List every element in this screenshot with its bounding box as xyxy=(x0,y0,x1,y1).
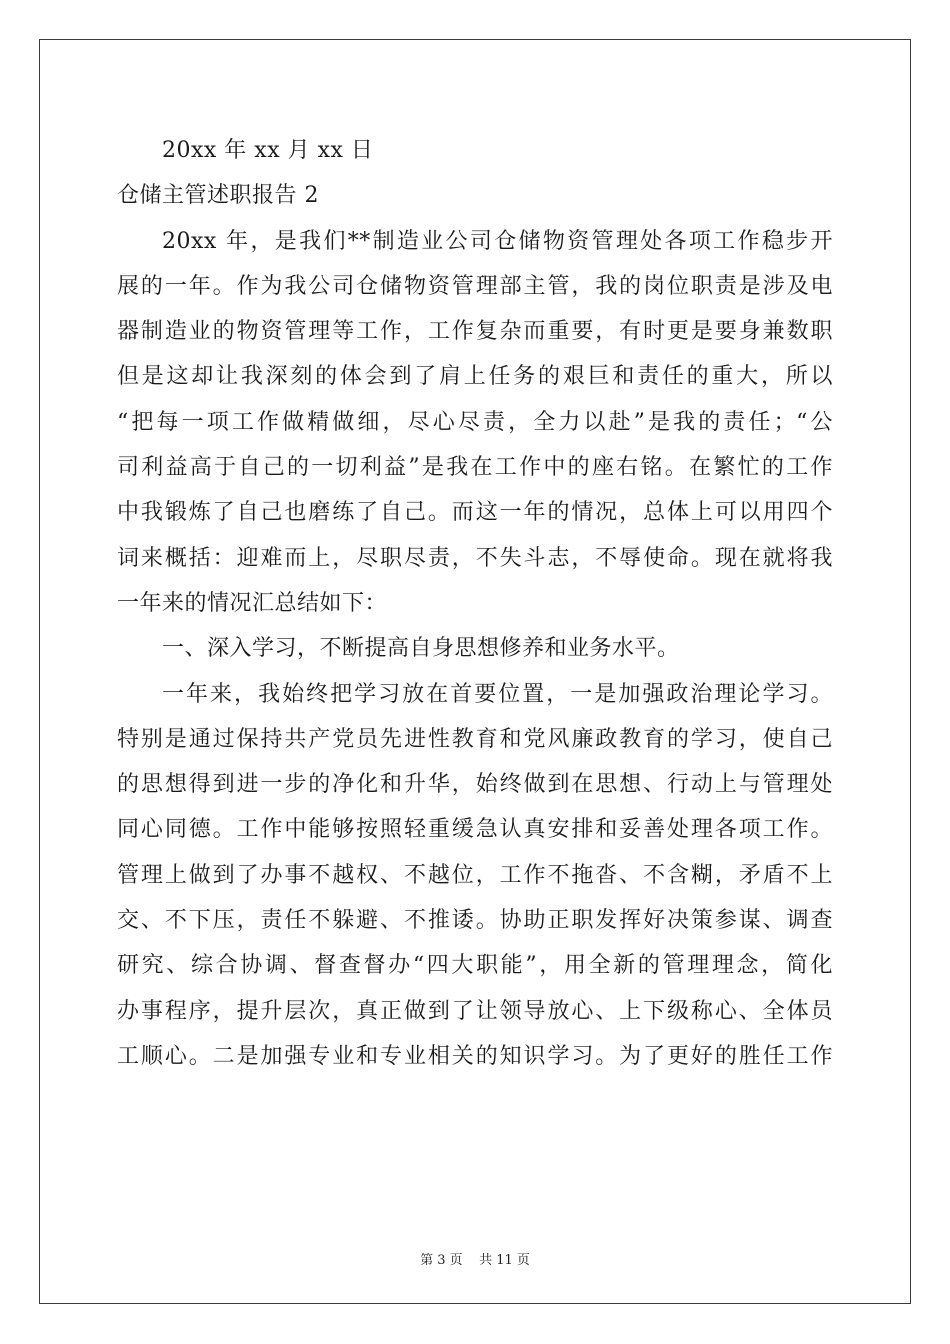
paragraph-line: 一年来，我始终把学习放在首要位置，一是加强政治理论学习。 xyxy=(162,681,833,707)
paragraph-line: 一年来的情况汇总结如下： xyxy=(117,590,388,616)
paragraph-line: 办事程序，提升层次，真正做到了让领导放心、上下级称心、全体员 xyxy=(117,998,833,1024)
paragraph-line: 工顺心。二是加强专业和专业相关的知识学习。为了更好的胜任工作 xyxy=(117,1043,833,1069)
paragraph-line: 词来概括：迎难而上，尽职尽责，不失斗志，不辱使命。现在就将我 xyxy=(117,545,833,571)
document-body xyxy=(117,128,833,1079)
paragraph-line: 器制造业的物资管理等工作，工作复杂而重要，有时更是要身兼数职 xyxy=(117,319,833,345)
page-number-label: 第 3 页 共 11 页 xyxy=(420,1253,530,1268)
report-title: 仓储主管述职报告 2 xyxy=(117,183,319,209)
paragraph-line: 管理上做到了办事不越权、不越位，工作不拖沓、不含糊，矛盾不上 xyxy=(117,862,833,888)
paragraph-line: 但是这却让我深刻的体会到了肩上任务的艰巨和责任的重大，所以 xyxy=(117,364,833,390)
paragraph-line: 20xx 年，是我们**制造业公司仓储物资管理处各项工作稳步开 xyxy=(162,228,833,254)
paragraph-line: 中我锻炼了自己也磨练了自己。而这一年的情况，总体上可以用四个 xyxy=(117,500,833,526)
paragraph-line: “把每一项工作做精做细，尽心尽责，全力以赴”是我的责任；“公 xyxy=(117,409,833,435)
date-line: 20xx 年 xx 月 xx 日 xyxy=(162,138,374,163)
page-footer xyxy=(0,1249,950,1268)
paragraph-line: 交、不下压，责任不躲避、不推诿。协助正职发挥好决策参谋、调查 xyxy=(117,908,833,934)
paragraph-line: 特别是通过保持共产党员先进性教育和党风廉政教育的学习，使自己 xyxy=(117,726,833,752)
paragraph-line: 研究、综合协调、督查督办“四大职能”，用全新的管理理念，简化 xyxy=(117,953,833,979)
paragraph-line: 司利益高于自己的一切利益”是我在工作中的座右铭。在繁忙的工作 xyxy=(117,455,833,481)
paragraph-line: 同心同德。工作中能够按照轻重缓急认真安排和妥善处理各项工作。 xyxy=(117,817,833,843)
paragraph-line: 展的一年。作为我公司仓储物资管理部主管，我的岗位职责是涉及电 xyxy=(117,273,833,299)
section-heading: 一、深入学习，不断提高自身思想修养和业务水平。 xyxy=(162,636,680,662)
paragraph-line: 的思想得到进一步的净化和升华，始终做到在思想、行动上与管理处 xyxy=(117,772,833,798)
